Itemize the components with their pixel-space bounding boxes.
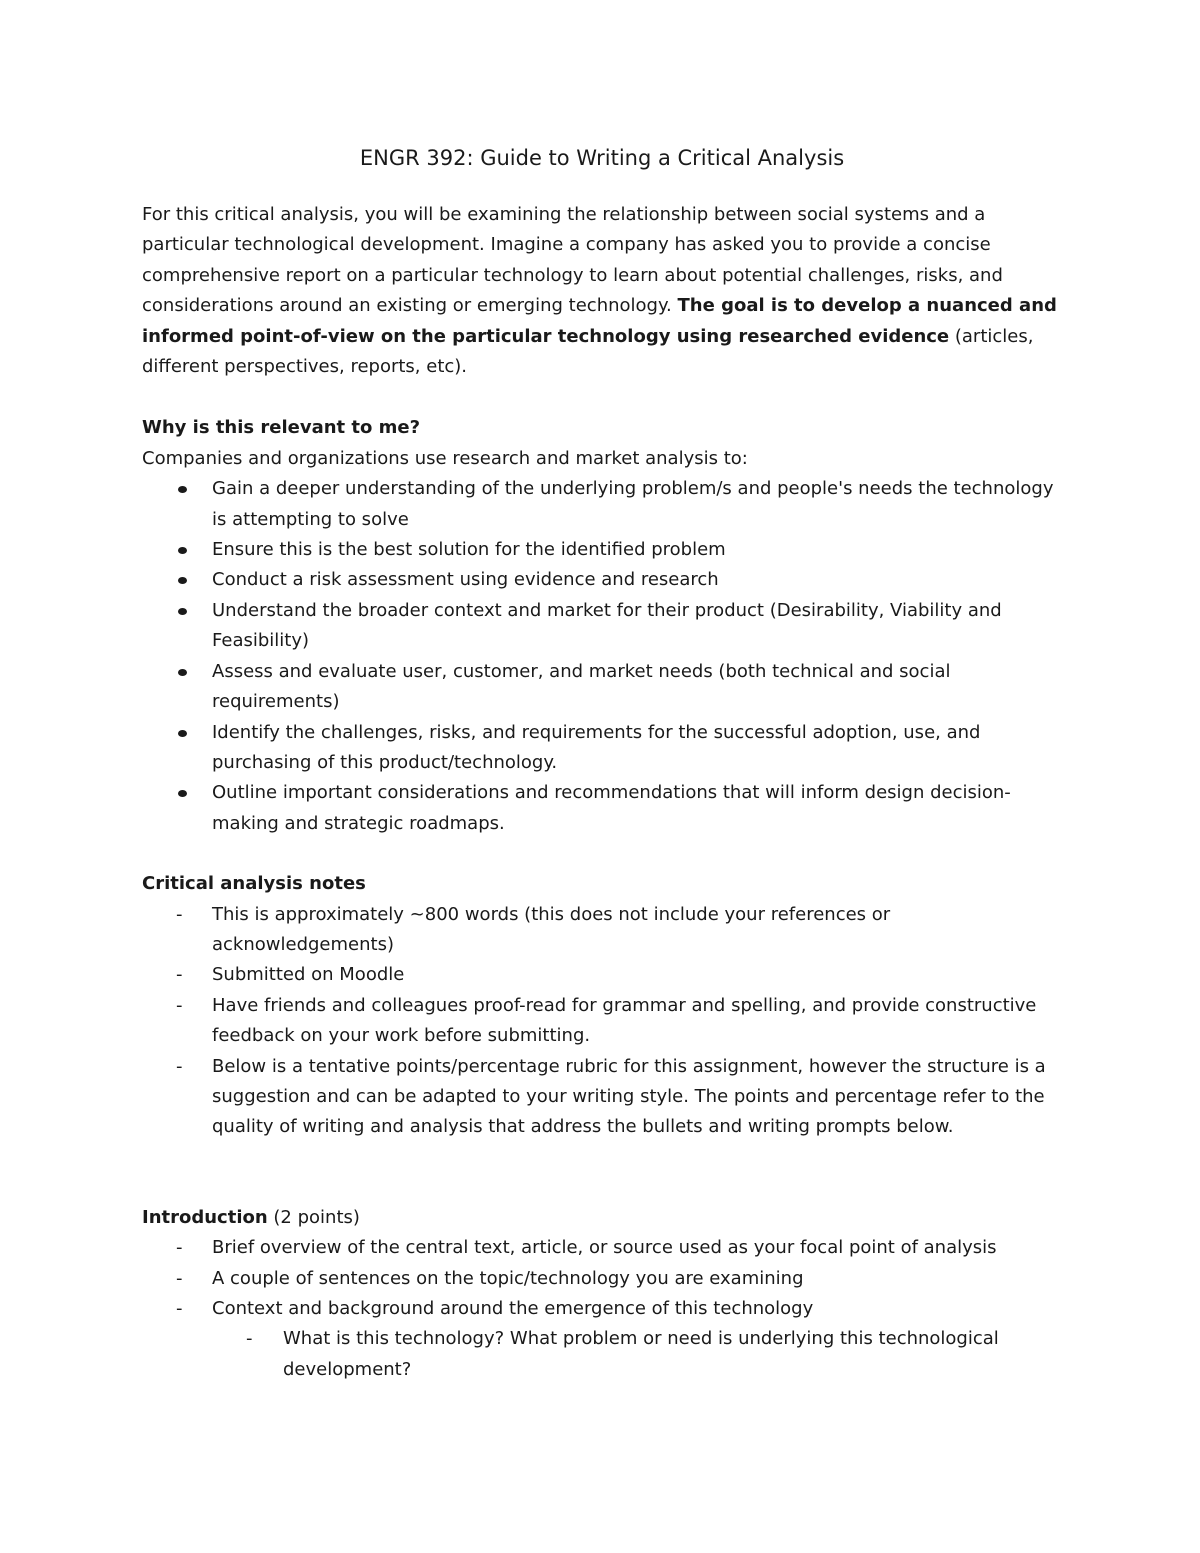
intro-goal-bold: The goal is to develop a nuanced and informed point-of-view on the particular technology using researched evidence	[142, 295, 1057, 347]
relevance-list	[142, 474, 1062, 839]
list-item: Assess and evaluate user, customer, and market needs (both technical and social requirements)	[142, 657, 1062, 718]
bullet-icon	[178, 608, 187, 615]
notes-list	[142, 900, 1062, 1143]
dash-icon: -	[246, 1328, 253, 1350]
bullet-icon	[178, 730, 187, 737]
dash-icon: -	[176, 903, 183, 925]
list-item: Ensure this is the best solution for the identified problem	[142, 535, 1062, 565]
intro-text-end: (articles, different perspectives, reports, etc).	[142, 325, 1034, 378]
introduction-heading: Introduction (2 points)	[142, 1206, 360, 1228]
spacer	[142, 839, 1062, 869]
list-item: - Submitted on Moodle	[142, 960, 1062, 990]
bullet-icon	[178, 486, 187, 493]
list-item: - This is approximately ~800 words (this does not include your references or acknowledgements)	[142, 900, 1062, 961]
list-item: - Below is a tentative points/percentage rubric for this assignment, however the structure is a suggestion and can be adapted to your writing style. The points and percentage refer to the quality of writing and analysis that address the bullets and writing prompts below.	[142, 1052, 1062, 1143]
bullet-icon	[178, 577, 187, 584]
list-item: - What is this technology? What problem or need is underlying this technological development?	[142, 1324, 1062, 1385]
page-title: ENGR 392: Guide to Writing a Critical Analysis	[359, 146, 845, 170]
bullet-icon	[178, 547, 187, 554]
dash-icon: -	[176, 994, 183, 1016]
document-page	[142, 140, 1062, 1385]
dash-icon: -	[176, 1298, 183, 1319]
dash-icon: -	[176, 1237, 183, 1259]
list-item: Outline important considerations and recommendations that will inform design decision-making and strategic roadmaps.	[142, 778, 1062, 839]
list-item: - Have friends and colleagues proof-read for grammar and spelling, and provide constructive feedback on your work before submitting.	[142, 991, 1062, 1052]
list-item: - A couple of sentences on the topic/technology you are examining	[142, 1264, 1062, 1294]
bullet-icon	[178, 790, 187, 797]
list-item: Conduct a risk assessment using evidence and research	[142, 565, 1062, 595]
notes-heading: Critical analysis notes	[142, 873, 366, 895]
introduction-sublist	[142, 1324, 1062, 1385]
list-item: Gain a deeper understanding of the underlying problem/s and people's needs the technology is attempting to solve	[142, 474, 1062, 535]
intro-paragraph	[142, 200, 1062, 382]
relevance-lead: Companies and organizations use research and market analysis to:	[142, 447, 748, 469]
dash-icon: -	[176, 1267, 183, 1289]
dash-icon: -	[176, 964, 183, 986]
intro-text-start: For this critical analysis, you will be examining the relationship between social systems and a particular technological development. Imagine a company has asked you to provide a concise comprehensive report on a particular technology to learn about potential challenges, risks, and considerations around an existing or emerging technology.	[142, 204, 1003, 317]
bullet-icon	[178, 669, 187, 676]
spacer	[142, 1143, 1062, 1203]
dash-icon: -	[176, 1055, 183, 1077]
list-item: - Brief overview of the central text, article, or source used as your focal point of analysis	[142, 1233, 1062, 1263]
list-item: Identify the challenges, risks, and requirements for the successful adoption, use, and purchasing of this product/technology.	[142, 718, 1062, 779]
relevance-heading: Why is this relevant to me?	[142, 417, 421, 439]
introduction-list	[142, 1233, 1062, 1324]
introduction-points: (2 points)	[267, 1206, 360, 1228]
list-item: Understand the broader context and market for their product (Desirability, Viability and Feasibility)	[142, 596, 1062, 657]
list-item: - Context and background around the emergence of this technology	[142, 1294, 1062, 1324]
